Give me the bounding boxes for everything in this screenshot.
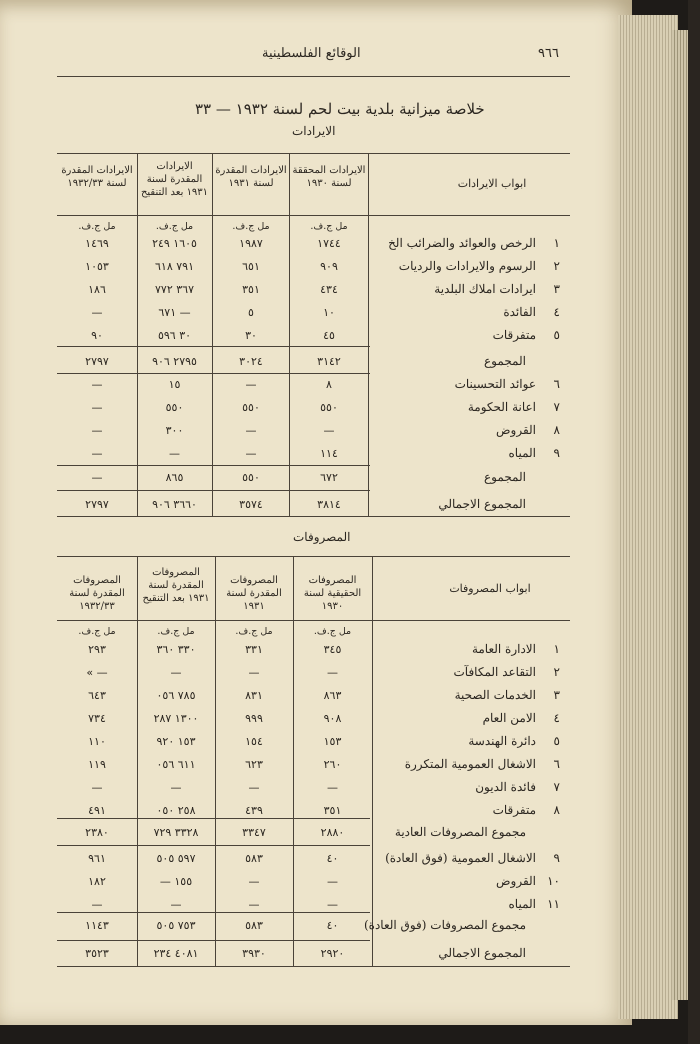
expenditure-row-number: ٩ (553, 851, 560, 865)
expenditure-row-c2: ٤٣٩ (245, 804, 263, 817)
revenue-subtotal-2-c4: — (91, 471, 103, 484)
expenditure-row-c4: ٢٩٣ (88, 643, 106, 656)
expenditure-row-number: ١ (553, 642, 560, 656)
revenue-grand-total-label: المجموع الاجمالي (438, 497, 526, 511)
expenditure-row-c1: ٣٤٥ (323, 643, 342, 656)
expenditure-row-c1: — (327, 781, 338, 794)
revenue-grand-total-c1: ٣٨١٤ (317, 498, 341, 511)
revenue-row-c3: ١٥ (168, 378, 181, 391)
revenue-row-c2: — (245, 378, 257, 391)
revenue-row-c2: — (245, 424, 257, 437)
expenditure-c4-header: المصروفات المقدرة لسنة ١٩٣٢/٣٣ (69, 575, 125, 612)
revenue-row-c1: ٨ (326, 378, 332, 391)
revenue-row-number: ٥ (553, 328, 560, 342)
expenditure-row-label: دائرة الهندسة (468, 734, 536, 748)
expenditure-label-header: ابواب المصروفات (449, 582, 531, 595)
expenditure-row-c3: ٧٨٥ ٠٥٦ (156, 689, 196, 702)
revenue-c2-header: الايرادات المقدرة لسنة ١٩٣١ (215, 165, 287, 189)
expenditure-row-c2: ٣٣١ (245, 643, 263, 656)
revenue-row-c4: — (91, 401, 103, 414)
expenditure-row-label: الامن العام (482, 711, 536, 725)
expenditure-grand-total-label: المجموع الاجمالي (438, 946, 526, 960)
expenditure-c1-unit: مل ج.ف. (313, 626, 352, 637)
revenue-row-c1: ٤٣٤ (320, 283, 338, 296)
revenue-c2-unit: مل ج.ف. (232, 221, 270, 232)
expenditure-row-c2: ٩٩٩ (245, 712, 263, 725)
revenue-row-c1: ١٧٤٤ (317, 237, 341, 250)
expenditure-row-c2: ١٥٤ (245, 735, 263, 748)
expenditure-row-number: ١٠ (547, 874, 560, 888)
expenditure-row-number: ٤ (553, 711, 560, 725)
expenditure-row-c3: — (170, 898, 182, 911)
expenditure-row-c4: — (91, 781, 103, 794)
expenditure-row-label: الخدمات الصحية (454, 688, 536, 702)
expenditure-row-c3: — (170, 666, 182, 679)
revenue-row-label: عوائد التحسينات (454, 377, 536, 391)
revenue-row-c1: ٥٥٠ (320, 401, 338, 414)
revenue-row-c1: ١٠ (323, 306, 335, 319)
expenditure-row-c2: — (248, 875, 260, 888)
revenue-c3-unit: مل ج.ف. (155, 221, 194, 232)
revenue-subtotal-1-c3: ٢٧٩٥ ٩٠٦ (152, 355, 197, 368)
revenue-row-number: ٦ (553, 377, 560, 391)
page-edges (618, 15, 678, 1019)
revenue-row-c4: — (91, 306, 103, 319)
expenditure-row-c3: ١٥٥ — (159, 875, 193, 888)
expenditure-row-label: التقاعد المكافآت (453, 665, 536, 679)
journal-title: الوقائع الفلسطينية (262, 46, 361, 61)
revenue-subtotal-2-label: المجموع (484, 470, 526, 484)
expenditure-row-label: الاشغال العمومية المتكررة (404, 757, 536, 771)
expenditure-subtotal-2-c4: ١١٤٣ (85, 919, 109, 932)
revenue-row-c1: ٩٠٩ (320, 260, 338, 273)
expenditure-row-label: الاشغال العمومية (فوق العادة) (385, 851, 536, 865)
revenue-c4-unit: مل ج.ف. (78, 221, 116, 232)
expenditure-row-c4: — » (86, 666, 108, 679)
revenue-row-c3: — ٦٧١ (158, 306, 191, 319)
revenue-subtotal-1-c2: ٣٠٢٤ (239, 355, 263, 368)
expenditure-subtotal-1-label: مجموع المصروفات العادية (394, 825, 526, 839)
revenue-c3-header: الايرادات المقدرة لسنة ١٩٣١ بعد التنقيح (140, 161, 209, 198)
expenditure-c1-header: المصروفات الحقيقية لسنة ١٩٣٠ (303, 575, 362, 612)
expenditure-row-c1: ٣٥١ (323, 804, 342, 817)
expenditure-row-c1: ٨٦٣ (323, 689, 342, 702)
revenue-subtotal-1-label: المجموع (484, 354, 526, 368)
expenditure-row-number: ٧ (553, 780, 560, 794)
expenditure-subtotal-2-label: مجموع المصروفات (فوق العادة) (363, 918, 526, 932)
revenue-grand-total-c2: ٣٥٧٤ (239, 498, 263, 511)
expenditure-row-number: ١١ (547, 897, 560, 911)
expenditure-row-number: ٢ (553, 665, 560, 679)
expenditure-row-c4: ١١٠ (88, 735, 106, 748)
expenditure-row-c4: ٩٦١ (88, 852, 106, 865)
expenditure-grand-total-c4: ٣٥٢٣ (85, 947, 109, 960)
revenue-c4-header: الايرادات المقدرة لسنة ١٩٣٢/٣٣ (61, 165, 133, 189)
revenue-row-c2: ٣٥١ (242, 283, 260, 296)
revenue-row-label: ايرادات املاك البلدية (434, 282, 536, 296)
revenue-row-label: القروض (496, 423, 536, 437)
revenue-row-number: ٤ (553, 305, 560, 319)
expenditure-row-c3: — (170, 781, 182, 794)
expenditure-row-c3: ٣٣٠ ٣٦٠ (156, 643, 196, 656)
expenditure-c4-unit: مل ج.ف. (78, 626, 116, 637)
page-number: ٩٦٦ (538, 46, 559, 61)
budget-title: خلاصة ميزانية بلدية بيت لحم لسنة ١٩٣٢ — ٣٣ (195, 100, 485, 118)
revenue-row-c2: ٥ (248, 306, 254, 319)
expenditure-row-c1: — (327, 898, 338, 911)
revenue-row-c3: — (169, 447, 180, 460)
expenditure-row-c1: ٤٠ (326, 852, 339, 865)
revenue-section-title: الايرادات (292, 124, 336, 138)
revenue-row-label: الفائدة (503, 305, 536, 319)
expenditure-subtotal-1-c4: ٢٣٨٠ (85, 826, 109, 839)
expenditure-row-c2: ٥٨٣ (245, 852, 263, 865)
expenditure-row-c2: — (248, 898, 260, 911)
expenditure-row-c2: — (248, 666, 260, 679)
revenue-row-number: ٢ (553, 259, 560, 273)
expenditure-grand-total-c3: ٤٠٨١ ٢٣٤ (153, 947, 199, 960)
revenue-row-number: ٩ (553, 446, 560, 460)
revenue-row-c2: ١٩٨٧ (239, 237, 263, 250)
revenue-row-c4: ١٠٥٣ (85, 260, 109, 273)
expenditure-row-c1: ٩٠٨ (323, 712, 342, 725)
expenditure-row-label: متفرقات (492, 803, 536, 817)
expenditure-row-c1: — (327, 666, 338, 679)
expenditure-row-number: ٨ (553, 803, 560, 817)
revenue-row-c3: ٧٩١ ٦١٨ (155, 260, 194, 273)
revenue-row-c4: ١٨٦ (88, 283, 106, 296)
revenue-subtotal-1-c1: ٣١٤٢ (317, 355, 341, 368)
revenue-row-c4: — (91, 424, 103, 437)
expenditure-row-c3: ٢٥٨ ٠٥٠ (156, 804, 196, 817)
revenue-row-number: ٧ (553, 400, 560, 414)
expenditure-subtotal-2-c3: ٧٥٣ ٥٠٥ (156, 919, 196, 932)
revenue-row-c1: ١١٤ (320, 447, 338, 460)
expenditure-row-c3: ١٥٣ ٩٢٠ (156, 735, 196, 748)
revenue-c1-unit: مل ج.ف. (310, 221, 348, 232)
expenditure-row-c4: ٧٣٤ (88, 712, 106, 725)
revenue-row-c1: — (323, 424, 335, 437)
expenditure-c3-unit: مل ج.ف. (157, 626, 195, 637)
revenue-row-c3: ٣٠٠ (165, 424, 184, 437)
revenue-row-c1: ٤٥ (323, 329, 335, 342)
expenditure-row-label: القروض (496, 874, 536, 888)
revenue-row-c2: — (245, 447, 257, 460)
expenditure-row-c3: ٦١١ ٠٥٦ (156, 758, 196, 771)
revenue-row-c3: ١٦٠٥ ٢٤٩ (152, 237, 197, 250)
revenue-row-label: الرسوم والايرادات والرديات (398, 259, 536, 273)
expenditure-subtotal-1-c3: ٣٣٢٨ ٧٢٩ (153, 826, 199, 839)
revenue-row-label: الرخص والعوائد والضرائب الخ (388, 236, 536, 250)
revenue-row-c4: ١٤٦٩ (85, 237, 109, 250)
expenditure-row-c1: ٢٦٠ (323, 758, 342, 771)
expenditure-row-c2: — (248, 781, 260, 794)
expenditure-row-number: ٦ (553, 757, 560, 771)
revenue-row-number: ٨ (553, 423, 560, 437)
revenue-grand-total-c3: ٣٦٦٠ ٩٠٦ (152, 498, 197, 511)
revenue-row-c4: — (91, 447, 103, 460)
expenditure-row-c1: ١٥٣ (323, 735, 342, 748)
expenditure-row-label: فائدة الديون (475, 780, 536, 794)
expenditure-row-label: المياه (508, 897, 536, 911)
expenditure-row-c4: — (91, 898, 103, 911)
revenue-row-c3: ٣٦٧ ٧٧٢ (155, 283, 194, 296)
revenue-row-c2: ٣٠ (245, 329, 257, 342)
expenditure-subtotal-1-c1: ٢٨٨٠ (320, 826, 345, 839)
expenditure-subtotal-2-c1: ٤٠ (326, 919, 339, 932)
expenditure-row-c3: ٥٩٧ ٥٠٥ (156, 852, 196, 865)
revenue-row-label: المياه (508, 446, 536, 460)
revenue-subtotal-2-c1: ٦٧٢ (320, 471, 338, 484)
book-spine (688, 0, 700, 1044)
revenue-row-c3: ٣٠ ٥٩٦ (157, 329, 192, 342)
header-rule (57, 76, 570, 77)
revenue-grand-total-c4: ٢٧٩٧ (85, 498, 109, 511)
revenue-row-c2: ٥٥٠ (242, 401, 260, 414)
expenditure-section-title: المصروفات (293, 530, 351, 544)
revenue-subtotal-2-c3: ٨٦٥ (165, 471, 184, 484)
expenditure-subtotal-1-c2: ٣٣٤٧ (242, 826, 266, 839)
expenditure-c2-header: المصروفات المقدرة لسنة ١٩٣١ (226, 575, 282, 612)
revenue-row-c4: — (91, 378, 103, 391)
expenditure-subtotal-2-c2: ٥٨٣ (245, 919, 263, 932)
page-edges-outer (672, 30, 688, 1000)
revenue-subtotal-1-c4: ٢٧٩٧ (85, 355, 109, 368)
expenditure-row-c2: ٨٣١ (245, 689, 263, 702)
revenue-c1-header: الايرادات المحققة لسنة ١٩٣٠ (292, 165, 366, 189)
revenue-row-number: ١ (553, 236, 560, 250)
revenue-row-label: اعانة الحكومة (467, 400, 536, 414)
expenditure-row-c1: — (327, 875, 338, 888)
revenue-label-header: ابواب الايرادات (457, 177, 527, 190)
revenue-subtotal-2-c2: ٥٥٠ (242, 471, 260, 484)
expenditure-row-c2: ٦٢٣ (245, 758, 263, 771)
expenditure-row-c4: ١١٩ (88, 758, 106, 771)
revenue-row-c2: ٦٥١ (242, 260, 260, 273)
revenue-row-label: متفرقات (492, 328, 536, 342)
expenditure-grand-total-c2: ٣٩٣٠ (242, 947, 266, 960)
expenditure-c3-header: المصروفات المقدرة لسنة ١٩٣١ بعد التنقيح (142, 567, 210, 604)
expenditure-row-c4: ١٨٢ (88, 875, 106, 888)
revenue-row-c4: ٩٠ (91, 329, 103, 342)
expenditure-row-number: ٥ (553, 734, 560, 748)
expenditure-c2-unit: مل ج.ف. (235, 626, 273, 637)
revenue-row-number: ٣ (553, 282, 560, 296)
expenditure-grand-total-c1: ٢٩٢٠ (320, 947, 345, 960)
expenditure-row-c4: ٤٩١ (88, 804, 106, 817)
expenditure-row-c4: ٦٤٣ (88, 689, 106, 702)
revenue-row-c3: ٥٥٠ (165, 401, 184, 414)
expenditure-row-number: ٣ (553, 688, 560, 702)
expenditure-row-c3: ١٣٠٠ ٢٨٧ (153, 712, 199, 725)
expenditure-row-label: الادارة العامة (471, 642, 536, 656)
